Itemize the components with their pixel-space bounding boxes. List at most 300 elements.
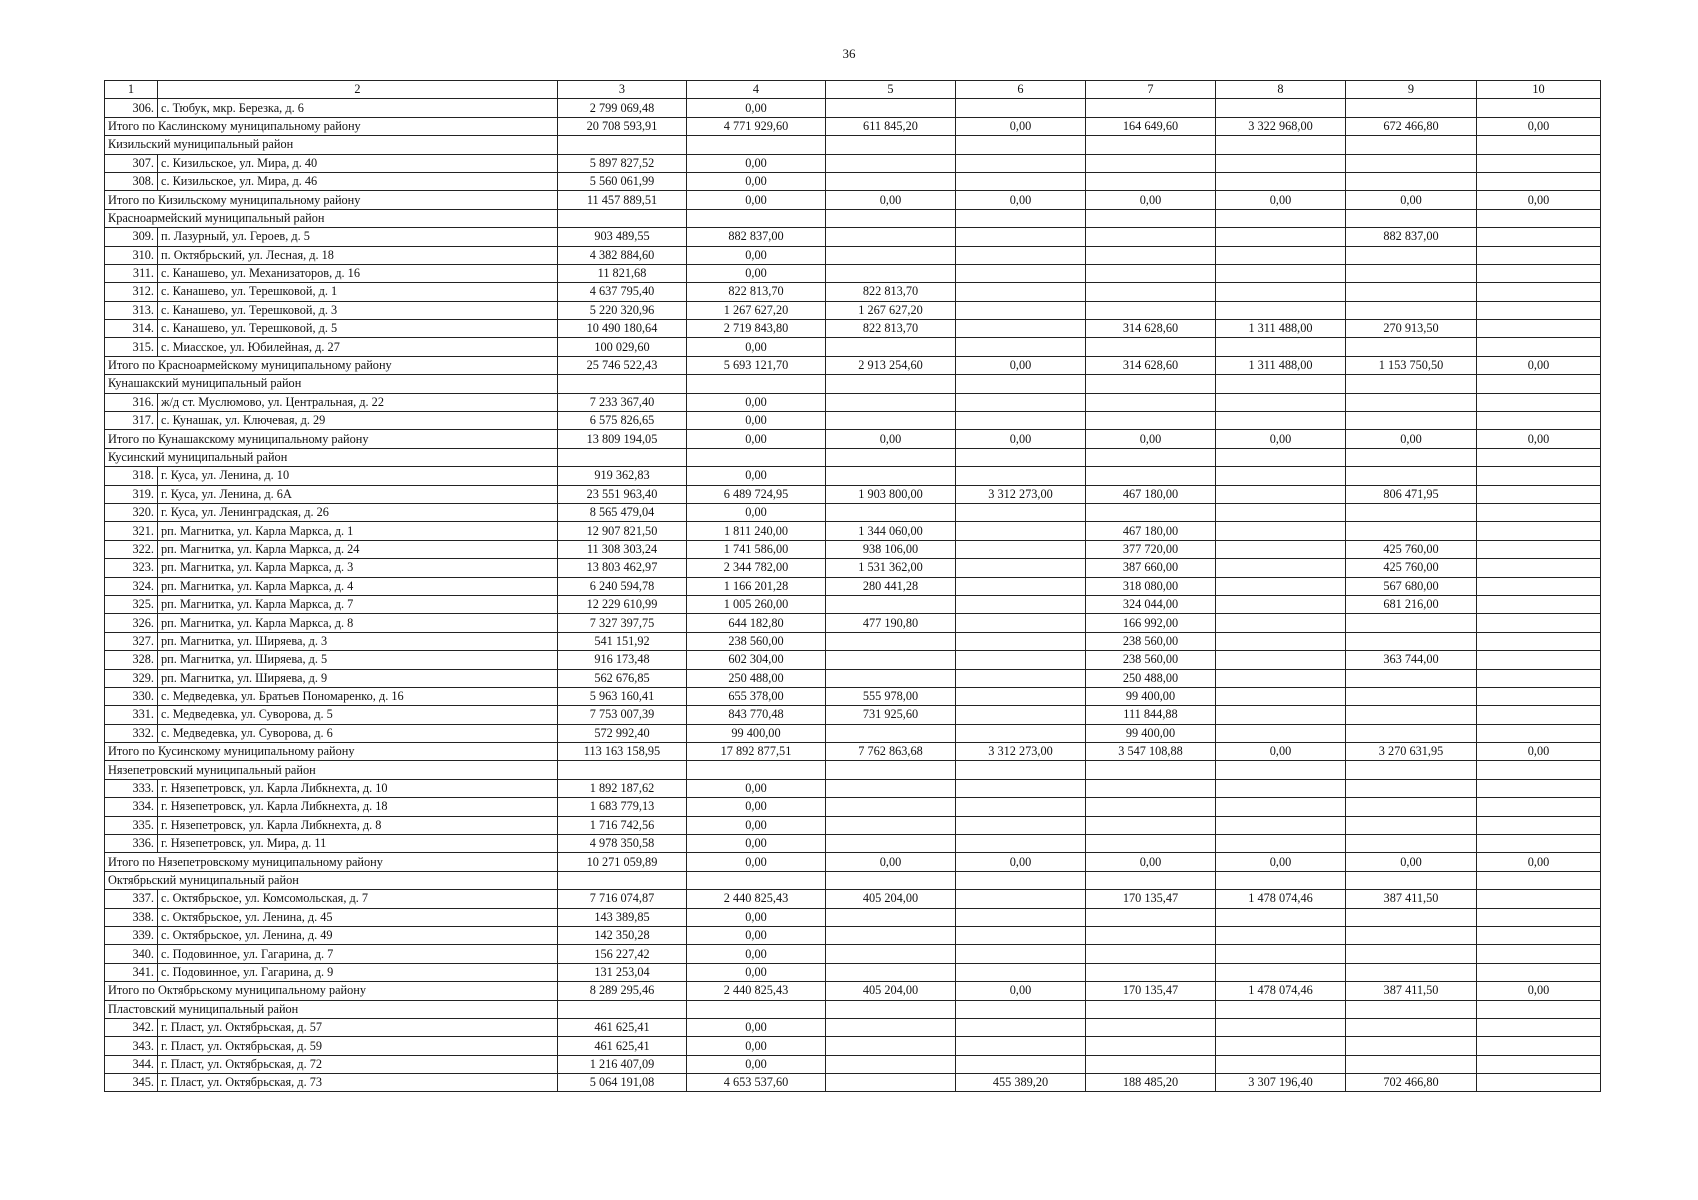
row-number: 306.: [105, 99, 158, 117]
district-total-row: [105, 356, 1601, 374]
table-cell: [1086, 393, 1216, 411]
address: с. Медведевка, ул. Братьев Пономаренко, д. 16: [158, 687, 558, 705]
table-cell: [1346, 1037, 1477, 1055]
table-cell: 314 628,60: [1086, 320, 1216, 338]
table-cell: 0,00: [687, 338, 826, 356]
table-row: [105, 559, 1601, 577]
table-cell: 0,00: [1346, 430, 1477, 448]
table-cell: [1216, 577, 1346, 595]
total-label: Итого по Каслинскому муниципальному району: [105, 117, 558, 135]
table-cell: 0,00: [1216, 191, 1346, 209]
table-cell: [1477, 890, 1601, 908]
table-cell: [1216, 816, 1346, 834]
address: рп. Магнитка, ул. Ширяева, д. 5: [158, 651, 558, 669]
table-cell: 238 560,00: [687, 632, 826, 650]
row-number: 316.: [105, 393, 158, 411]
table-cell: 280 441,28: [826, 577, 956, 595]
table-cell: [956, 209, 1086, 227]
address: г. Куса, ул. Ленина, д. 6А: [158, 485, 558, 503]
table-cell: 0,00: [687, 430, 826, 448]
table-cell: 0,00: [687, 926, 826, 944]
table-cell: 12 907 821,50: [558, 522, 687, 540]
table-cell: [687, 871, 826, 889]
table-cell: [956, 467, 1086, 485]
district-header-row: [105, 448, 1601, 466]
table-cell: 567 680,00: [1346, 577, 1477, 595]
table-cell: 1 005 260,00: [687, 595, 826, 613]
total-label: Итого по Октябрьскому муниципальному району: [105, 982, 558, 1000]
table-cell: 822 813,70: [826, 283, 956, 301]
table-cell: 0,00: [956, 356, 1086, 374]
table-cell: 12 229 610,99: [558, 595, 687, 613]
table-cell: [826, 1055, 956, 1073]
table-cell: [826, 963, 956, 981]
table-cell: [1346, 375, 1477, 393]
address: с. Медведевка, ул. Суворова, д. 6: [158, 724, 558, 742]
table-cell: [1346, 1000, 1477, 1018]
address: с. Подовинное, ул. Гагарина, д. 7: [158, 945, 558, 963]
table-row: [105, 485, 1601, 503]
table-row: [105, 779, 1601, 797]
table-cell: [1477, 559, 1601, 577]
total-label: Итого по Кизильскому муниципальному району: [105, 191, 558, 209]
table-cell: [1216, 209, 1346, 227]
table-cell: 919 362,83: [558, 467, 687, 485]
address: г. Пласт, ул. Октябрьская, д. 72: [158, 1055, 558, 1073]
table-cell: [1086, 908, 1216, 926]
table-cell: 0,00: [687, 853, 826, 871]
district-header-row: [105, 375, 1601, 393]
table-cell: [1216, 651, 1346, 669]
table-cell: [956, 154, 1086, 172]
table-cell: [1477, 651, 1601, 669]
table-cell: 0,00: [1346, 853, 1477, 871]
table-cell: [1216, 798, 1346, 816]
table-cell: [1216, 228, 1346, 246]
table-cell: 2 913 254,60: [826, 356, 956, 374]
address: с. Октябрьское, ул. Комсомольская, д. 7: [158, 890, 558, 908]
table-row: [105, 614, 1601, 632]
table-cell: [826, 393, 956, 411]
table-cell: 25 746 522,43: [558, 356, 687, 374]
table-cell: [1346, 1055, 1477, 1073]
table-cell: [826, 503, 956, 521]
table-cell: 882 837,00: [687, 228, 826, 246]
table-cell: [1086, 136, 1216, 154]
table-cell: 4 382 884,60: [558, 246, 687, 264]
table-cell: [826, 926, 956, 944]
table-row: [105, 503, 1601, 521]
table-cell: 131 253,04: [558, 963, 687, 981]
table-cell: [1216, 540, 1346, 558]
table-cell: [1477, 632, 1601, 650]
table-cell: [1216, 1018, 1346, 1036]
address: п. Лазурный, ул. Героев, д. 5: [158, 228, 558, 246]
table-cell: [1216, 393, 1346, 411]
table-cell: [826, 651, 956, 669]
address: с. Кизильское, ул. Мира, д. 46: [158, 172, 558, 190]
table-cell: 387 411,50: [1346, 890, 1477, 908]
table-cell: [1216, 724, 1346, 742]
table-cell: [1086, 246, 1216, 264]
table-cell: [1346, 172, 1477, 190]
table-cell: [1086, 467, 1216, 485]
table-row: [105, 1037, 1601, 1055]
table-row: [105, 835, 1601, 853]
table-cell: 0,00: [687, 99, 826, 117]
table-cell: [1477, 522, 1601, 540]
address: ж/д ст. Муслюмово, ул. Центральная, д. 22: [158, 393, 558, 411]
table-cell: [956, 540, 1086, 558]
column-header: 6: [956, 81, 1086, 99]
table-cell: [1477, 798, 1601, 816]
table-cell: 702 466,80: [1346, 1074, 1477, 1092]
table-cell: [1086, 283, 1216, 301]
table-cell: [1216, 963, 1346, 981]
table-cell: [956, 614, 1086, 632]
table-cell: 0,00: [826, 191, 956, 209]
table-cell: 4 637 795,40: [558, 283, 687, 301]
column-header: 8: [1216, 81, 1346, 99]
address: г. Пласт, ул. Октябрьская, д. 59: [158, 1037, 558, 1055]
table-cell: [1346, 209, 1477, 227]
row-number: 341.: [105, 963, 158, 981]
table-cell: [826, 264, 956, 282]
table-cell: [1477, 1037, 1601, 1055]
table-cell: [956, 687, 1086, 705]
table-cell: 903 489,55: [558, 228, 687, 246]
table-cell: 7 233 367,40: [558, 393, 687, 411]
row-number: 317.: [105, 412, 158, 430]
table-cell: [1086, 1018, 1216, 1036]
address: рп. Магнитка, ул. Карла Маркса, д. 3: [158, 559, 558, 577]
table-cell: [956, 1037, 1086, 1055]
table-cell: [1216, 99, 1346, 117]
table-cell: 655 378,00: [687, 687, 826, 705]
table-cell: [1477, 264, 1601, 282]
table-cell: [1086, 761, 1216, 779]
table-cell: [1477, 779, 1601, 797]
table-cell: 1 478 074,46: [1216, 890, 1346, 908]
table-cell: [956, 559, 1086, 577]
table-row: [105, 467, 1601, 485]
district-total-row: [105, 982, 1601, 1000]
table-cell: [1216, 706, 1346, 724]
table-cell: [1346, 136, 1477, 154]
column-header: 9: [1346, 81, 1477, 99]
table-cell: [687, 448, 826, 466]
table-cell: [1086, 871, 1216, 889]
table-cell: [956, 99, 1086, 117]
address: г. Пласт, ул. Октябрьская, д. 73: [158, 1074, 558, 1092]
table-cell: 318 080,00: [1086, 577, 1216, 595]
table-cell: 99 400,00: [1086, 724, 1216, 742]
address: с. Тюбук, мкр. Березка, д. 6: [158, 99, 558, 117]
table-cell: 1 166 201,28: [687, 577, 826, 595]
table-cell: 23 551 963,40: [558, 485, 687, 503]
table-cell: [1216, 761, 1346, 779]
table-cell: 0,00: [1086, 853, 1216, 871]
address: с. Октябрьское, ул. Ленина, д. 45: [158, 908, 558, 926]
table-cell: 250 488,00: [687, 669, 826, 687]
table-cell: 8 565 479,04: [558, 503, 687, 521]
table-cell: [826, 669, 956, 687]
table-cell: 0,00: [687, 172, 826, 190]
table-cell: [1477, 375, 1601, 393]
table-cell: [956, 246, 1086, 264]
table-cell: [1216, 467, 1346, 485]
row-number: 318.: [105, 467, 158, 485]
table-cell: 0,00: [1216, 743, 1346, 761]
row-number: 336.: [105, 835, 158, 853]
row-number: 340.: [105, 945, 158, 963]
table-cell: [956, 1000, 1086, 1018]
table-cell: [956, 926, 1086, 944]
table-cell: [1477, 1018, 1601, 1036]
table-cell: 0,00: [956, 191, 1086, 209]
table-row: [105, 283, 1601, 301]
table-cell: [826, 945, 956, 963]
district-name: Кунашакский муниципальный район: [105, 375, 558, 393]
table-cell: 0,00: [956, 982, 1086, 1000]
district-name: Кусинский муниципальный район: [105, 448, 558, 466]
table-cell: [1086, 963, 1216, 981]
table-cell: 100 029,60: [558, 338, 687, 356]
table-cell: 17 892 877,51: [687, 743, 826, 761]
table-row: [105, 798, 1601, 816]
row-number: 343.: [105, 1037, 158, 1055]
address: г. Нязепетровск, ул. Карла Либкнехта, д. 8: [158, 816, 558, 834]
table-cell: 0,00: [687, 412, 826, 430]
row-number: 314.: [105, 320, 158, 338]
address: с. Кизильское, ул. Мира, д. 40: [158, 154, 558, 172]
address: рп. Магнитка, ул. Карла Маркса, д. 7: [158, 595, 558, 613]
district-header-row: [105, 136, 1601, 154]
row-number: 330.: [105, 687, 158, 705]
table-cell: [1216, 1037, 1346, 1055]
table-cell: [956, 632, 1086, 650]
table-cell: [1477, 669, 1601, 687]
table-cell: [1086, 412, 1216, 430]
table-cell: [956, 779, 1086, 797]
table-cell: 822 813,70: [826, 320, 956, 338]
total-label: Итого по Нязепетровскому муниципальному району: [105, 853, 558, 871]
table-cell: [1086, 1037, 1216, 1055]
table-cell: [1477, 172, 1601, 190]
table-cell: 3 322 968,00: [1216, 117, 1346, 135]
table-cell: [1477, 595, 1601, 613]
table-cell: [826, 595, 956, 613]
total-label: Итого по Кусинскому муниципальному району: [105, 743, 558, 761]
table-cell: [1086, 99, 1216, 117]
table-cell: 572 992,40: [558, 724, 687, 742]
table-cell: [1477, 393, 1601, 411]
row-number: 323.: [105, 559, 158, 577]
table-cell: 0,00: [687, 1037, 826, 1055]
table-cell: 0,00: [956, 117, 1086, 135]
table-cell: [1216, 448, 1346, 466]
row-number: 308.: [105, 172, 158, 190]
table-cell: [826, 1037, 956, 1055]
table-cell: [1346, 99, 1477, 117]
table-cell: 455 389,20: [956, 1074, 1086, 1092]
table-cell: 843 770,48: [687, 706, 826, 724]
table-cell: 0,00: [687, 835, 826, 853]
table-cell: 4 653 537,60: [687, 1074, 826, 1092]
table-cell: 461 625,41: [558, 1018, 687, 1036]
table-cell: 99 400,00: [1086, 687, 1216, 705]
row-number: 342.: [105, 1018, 158, 1036]
table-cell: 555 978,00: [826, 687, 956, 705]
table-cell: 1 741 586,00: [687, 540, 826, 558]
table-cell: 0,00: [1477, 356, 1601, 374]
row-number: 332.: [105, 724, 158, 742]
table-cell: 113 163 158,95: [558, 743, 687, 761]
table-cell: [1346, 816, 1477, 834]
table-cell: 99 400,00: [687, 724, 826, 742]
table-cell: 5 963 160,41: [558, 687, 687, 705]
table-cell: 377 720,00: [1086, 540, 1216, 558]
table-cell: 541 151,92: [558, 632, 687, 650]
table-cell: [1216, 669, 1346, 687]
table-cell: [1346, 467, 1477, 485]
table-cell: [956, 963, 1086, 981]
row-number: 345.: [105, 1074, 158, 1092]
table-cell: 916 173,48: [558, 651, 687, 669]
table-cell: 1 267 627,20: [826, 301, 956, 319]
table-cell: 11 821,68: [558, 264, 687, 282]
table-cell: [1086, 798, 1216, 816]
table-cell: [1216, 375, 1346, 393]
table-cell: [1216, 871, 1346, 889]
table-cell: 2 719 843,80: [687, 320, 826, 338]
table-row: [105, 320, 1601, 338]
address: г. Куса, ул. Ленина, д. 10: [158, 467, 558, 485]
table-cell: [1346, 798, 1477, 816]
address: с. Кунашак, ул. Ключевая, д. 29: [158, 412, 558, 430]
table-cell: [1477, 724, 1601, 742]
table-cell: [1346, 264, 1477, 282]
table-cell: 7 753 007,39: [558, 706, 687, 724]
table-cell: 0,00: [687, 264, 826, 282]
address: рп. Магнитка, ул. Карла Маркса, д. 1: [158, 522, 558, 540]
table-cell: 0,00: [687, 963, 826, 981]
table-cell: 7 327 397,75: [558, 614, 687, 632]
table-cell: [826, 338, 956, 356]
table-row: [105, 1074, 1601, 1092]
table-cell: 425 760,00: [1346, 559, 1477, 577]
table-cell: [1086, 154, 1216, 172]
district-total-row: [105, 117, 1601, 135]
row-number: 337.: [105, 890, 158, 908]
table-cell: 166 992,00: [1086, 614, 1216, 632]
district-name: Нязепетровский муниципальный район: [105, 761, 558, 779]
table-cell: 0,00: [687, 191, 826, 209]
table-cell: [956, 264, 1086, 282]
table-cell: [1477, 963, 1601, 981]
table-cell: [1477, 448, 1601, 466]
table-cell: 0,00: [1086, 191, 1216, 209]
table-cell: [1216, 908, 1346, 926]
address: г. Нязепетровск, ул. Мира, д. 11: [158, 835, 558, 853]
table-cell: [1477, 1074, 1601, 1092]
table-cell: [1086, 1055, 1216, 1073]
address: с. Подовинное, ул. Гагарина, д. 9: [158, 963, 558, 981]
table-cell: [1346, 926, 1477, 944]
total-label: Итого по Красноармейскому муниципальному району: [105, 356, 558, 374]
table-cell: 731 925,60: [826, 706, 956, 724]
table-cell: [558, 375, 687, 393]
table-cell: [956, 448, 1086, 466]
district-header-row: [105, 209, 1601, 227]
table-cell: [1477, 945, 1601, 963]
table-row: [105, 724, 1601, 742]
table-cell: 143 389,85: [558, 908, 687, 926]
table-cell: 324 044,00: [1086, 595, 1216, 613]
table-cell: 2 440 825,43: [687, 890, 826, 908]
table-cell: [1477, 338, 1601, 356]
table-cell: [956, 816, 1086, 834]
table-row: [105, 412, 1601, 430]
table-cell: [956, 338, 1086, 356]
row-number: 312.: [105, 283, 158, 301]
table-cell: 0,00: [687, 393, 826, 411]
table-cell: [1346, 761, 1477, 779]
table-cell: [1477, 209, 1601, 227]
address: рп. Магнитка, ул. Карла Маркса, д. 8: [158, 614, 558, 632]
table-cell: 0,00: [687, 154, 826, 172]
table-row: [105, 577, 1601, 595]
district-name: Октябрьский муниципальный район: [105, 871, 558, 889]
table-cell: [1216, 301, 1346, 319]
table-cell: [687, 136, 826, 154]
table-cell: [826, 209, 956, 227]
table-cell: [956, 136, 1086, 154]
table-cell: 0,00: [687, 467, 826, 485]
table-cell: 2 799 069,48: [558, 99, 687, 117]
table-cell: 0,00: [1346, 191, 1477, 209]
table-cell: 238 560,00: [1086, 632, 1216, 650]
table-cell: 0,00: [1477, 743, 1601, 761]
address: с. Канашево, ул. Терешковой, д. 5: [158, 320, 558, 338]
table-cell: 405 204,00: [826, 890, 956, 908]
table-cell: 142 350,28: [558, 926, 687, 944]
table-row: [105, 890, 1601, 908]
row-number: 328.: [105, 651, 158, 669]
table-cell: 0,00: [956, 430, 1086, 448]
district-name: Пластовский муниципальный район: [105, 1000, 558, 1018]
table-cell: [826, 632, 956, 650]
table-cell: [687, 761, 826, 779]
table-cell: [956, 706, 1086, 724]
table-cell: 5 220 320,96: [558, 301, 687, 319]
address: г. Куса, ул. Ленинградская, д. 26: [158, 503, 558, 521]
row-number: 334.: [105, 798, 158, 816]
address: п. Октябрьский, ул. Лесная, д. 18: [158, 246, 558, 264]
table-cell: 387 411,50: [1346, 982, 1477, 1000]
table-cell: 681 216,00: [1346, 595, 1477, 613]
table-cell: 1 153 750,50: [1346, 356, 1477, 374]
table-cell: [1346, 963, 1477, 981]
table-row: [105, 1018, 1601, 1036]
table-cell: 170 135,47: [1086, 890, 1216, 908]
table-cell: 0,00: [687, 1018, 826, 1036]
table-cell: [956, 522, 1086, 540]
row-number: 322.: [105, 540, 158, 558]
table-cell: 0,00: [826, 430, 956, 448]
table-cell: [956, 1018, 1086, 1036]
table-cell: [687, 375, 826, 393]
